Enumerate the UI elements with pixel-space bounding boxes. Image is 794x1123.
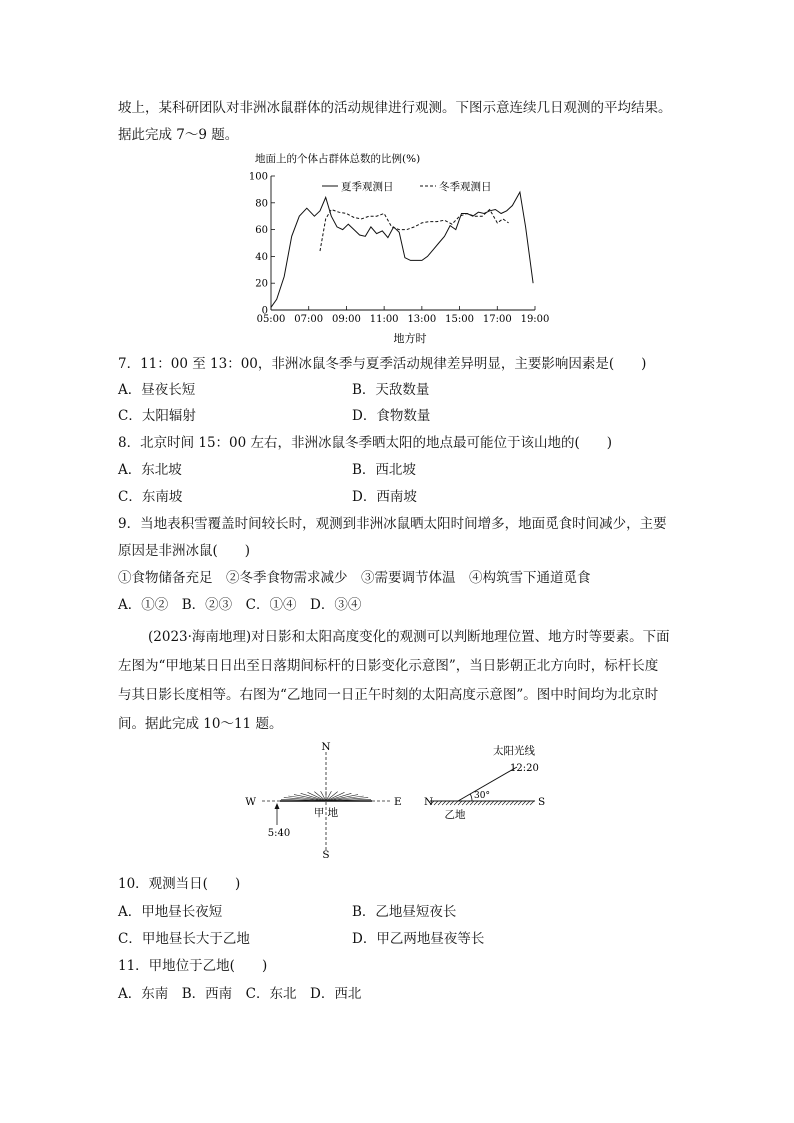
hatch-stroke bbox=[442, 801, 446, 805]
q9-items: ①食物储备充足 ②冬季食物需求减少 ③需要调节体温 ④构筑雪下通道觅食 bbox=[118, 570, 591, 586]
q9-stem-1: 9．当地表积雪覆盖时间较长时，观测到非洲冰鼠晒太阳时间增多，地面觅食时间减少，主要 bbox=[118, 516, 667, 532]
hatch-stroke bbox=[530, 801, 534, 805]
hatch-stroke bbox=[470, 801, 474, 805]
activity-chart-svg bbox=[240, 150, 560, 345]
intro-line-1: 坡上，某科研团队对非洲冰鼠群体的活动规律进行观测。下图示意连续几日观测的平均结果。 bbox=[118, 100, 672, 116]
hatch-stroke bbox=[514, 801, 518, 805]
q10-stem: 10．观测当日( ) bbox=[118, 876, 241, 892]
hatch-stroke bbox=[526, 801, 530, 805]
intro2-line-3: 与其日影长度相等。右图为“乙地同一日正午时刻的太阳高度示意图”。图中时间均为北京时 bbox=[118, 687, 659, 703]
left-east-label: E bbox=[394, 796, 402, 808]
y-tick-label: 100 bbox=[248, 171, 268, 183]
q8-option-c[interactable]: C．东南坡 bbox=[118, 489, 183, 505]
shadow-figure-svg bbox=[240, 740, 560, 865]
legend-label-2: 冬季观测日 bbox=[439, 181, 492, 193]
series-line-2 bbox=[320, 210, 509, 252]
q9-options[interactable]: A．①② B．②③ C．①④ D．③④ bbox=[118, 597, 362, 613]
q10-option-d[interactable]: D．甲乙两地昼夜等长 bbox=[352, 931, 485, 947]
intro2-line-4: 间。据此完成 10～11 题。 bbox=[118, 716, 283, 732]
hatch-stroke bbox=[462, 801, 466, 805]
q7-stem: 7．11：00 至 13：00，非洲冰鼠冬季与夏季活动规律差异明显，主要影响因素是( ) bbox=[118, 356, 647, 372]
noon-time-label: 12:20 bbox=[510, 763, 539, 774]
sunrise-arrow-head bbox=[275, 803, 280, 809]
y-tick-label: 60 bbox=[255, 225, 268, 237]
hatch-stroke bbox=[466, 801, 470, 805]
hatch-stroke bbox=[486, 801, 490, 805]
x-tick-label: 17:00 bbox=[482, 314, 512, 325]
angle-label: 30° bbox=[474, 791, 490, 801]
hatch-stroke bbox=[450, 801, 454, 805]
q7-option-a[interactable]: A．昼夜长短 bbox=[118, 382, 196, 398]
y-tick-label: 0 bbox=[261, 305, 268, 317]
place-jia-label: 甲 地 bbox=[313, 807, 339, 819]
q7-option-c[interactable]: C．太阳辐射 bbox=[118, 408, 196, 424]
hatch-stroke bbox=[438, 801, 442, 805]
q11-stem: 11．甲地位于乙地( ) bbox=[118, 958, 268, 974]
hatch-stroke bbox=[498, 801, 502, 805]
hatch-stroke bbox=[474, 801, 478, 805]
hatch-stroke bbox=[434, 801, 438, 805]
intro2-line-2: 左图为“甲地某日日出至日落期间标杆的日影变化示意图”，当日影朝正北方向时，标杆长度 bbox=[118, 658, 659, 674]
hatch-stroke bbox=[510, 801, 514, 805]
hatch-stroke bbox=[490, 801, 494, 805]
q7-option-d[interactable]: D．食物数量 bbox=[352, 408, 431, 424]
q7-option-b[interactable]: B．天敌数量 bbox=[352, 382, 430, 398]
hatch-stroke bbox=[522, 801, 526, 805]
right-south-label: S bbox=[538, 796, 546, 808]
q9-stem-2: 原因是非洲冰鼠( ) bbox=[118, 543, 251, 559]
y-tick-label: 40 bbox=[255, 251, 268, 263]
y-tick-label: 20 bbox=[255, 278, 268, 290]
right-diagram bbox=[424, 744, 545, 821]
q11-options[interactable]: A．东南 B．西南 C．东北 D．西北 bbox=[118, 986, 362, 1002]
y-tick-label: 80 bbox=[255, 198, 268, 210]
x-tick-label: 11:00 bbox=[369, 314, 399, 325]
place-yi-label: 乙地 bbox=[444, 809, 466, 821]
sunrise-time-label: 5:40 bbox=[267, 828, 291, 839]
q10-option-c[interactable]: C．甲地昼长大于乙地 bbox=[118, 931, 250, 947]
hatch-stroke bbox=[482, 801, 486, 805]
hatch-stroke bbox=[446, 801, 450, 805]
right-north-label: N bbox=[424, 796, 434, 808]
hatch-stroke bbox=[454, 801, 458, 805]
q8-option-b[interactable]: B．西北坡 bbox=[352, 462, 416, 478]
x-tick-label: 07:00 bbox=[294, 314, 324, 325]
x-tick-label: 05:00 bbox=[256, 314, 286, 325]
activity-chart bbox=[240, 150, 560, 345]
legend-label-1: 夏季观测日 bbox=[341, 181, 394, 193]
x-tick-label: 15:00 bbox=[445, 314, 474, 325]
ground-hatch bbox=[430, 801, 534, 805]
left-west-label: W bbox=[245, 796, 256, 808]
hatch-stroke bbox=[506, 801, 510, 805]
shadow-figure bbox=[240, 740, 560, 865]
hatch-stroke bbox=[478, 801, 482, 805]
left-south-label: S bbox=[322, 849, 330, 861]
q8-option-d[interactable]: D．西南坡 bbox=[352, 489, 417, 505]
left-north-label: N bbox=[321, 741, 331, 753]
sun-ray-label: 太阳光线 bbox=[493, 745, 535, 757]
series-line-1 bbox=[271, 192, 533, 307]
hatch-stroke bbox=[494, 801, 498, 805]
q8-stem: 8．北京时间 15：00 左右，非洲冰鼠冬季晒太阳的地点最可能位于该山地的( ) bbox=[118, 435, 613, 451]
q10-option-a[interactable]: A．甲地昼长夜短 bbox=[118, 904, 223, 920]
hatch-stroke bbox=[518, 801, 522, 805]
x-tick-label: 19:00 bbox=[520, 314, 550, 325]
intro-line-2: 据此完成 7～9 题。 bbox=[118, 127, 239, 143]
q8-option-a[interactable]: A．东北坡 bbox=[118, 462, 182, 478]
intro2-line-1: (2023·海南地理)对日影和太阳高度变化的观测可以判断地理位置、地方时等要素。下面 bbox=[148, 629, 670, 645]
hatch-stroke bbox=[458, 801, 462, 805]
q10-option-b[interactable]: B．乙地昼短夜长 bbox=[352, 904, 457, 920]
left-diagram bbox=[245, 741, 401, 861]
x-tick-label: 13:00 bbox=[407, 314, 437, 325]
x-tick-label: 09:00 bbox=[332, 314, 361, 325]
shadow-rays bbox=[281, 791, 371, 801]
angle-arc bbox=[470, 794, 472, 801]
chart-xlabel: 地方时 bbox=[393, 332, 427, 345]
chart-title: 地面上的个体占群体总数的比例(%) bbox=[255, 153, 421, 165]
hatch-stroke bbox=[502, 801, 506, 805]
